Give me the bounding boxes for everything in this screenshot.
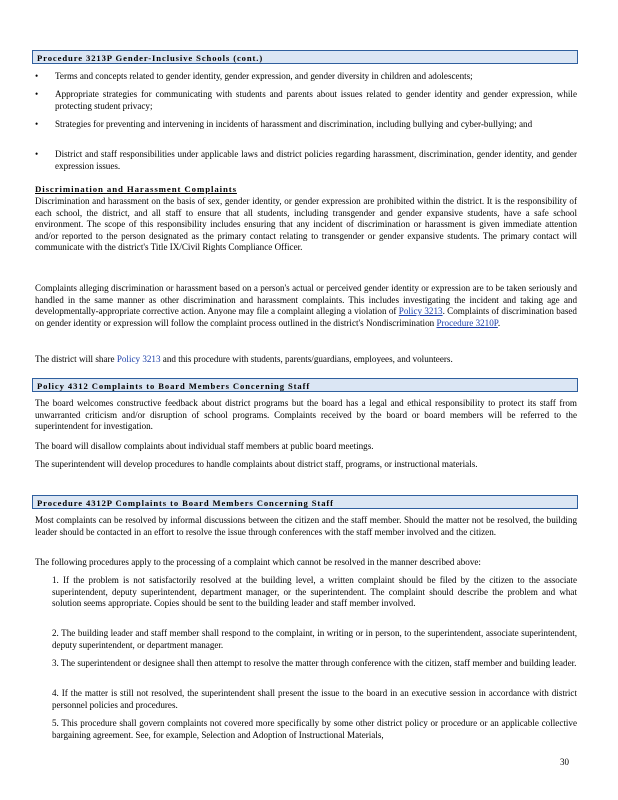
bullet-item: • Terms and concepts related to gender identity, gender expression, and gender diversity in children and adolescents; <box>35 71 473 81</box>
bullet-item: • District and staff responsibilities under applicable laws and district policies regarding harassment, discrimination, gender identity, and gender expression issues. <box>35 149 577 171</box>
procedure-3210p-link[interactable]: Procedure 3210P <box>436 317 498 328</box>
numbered-step-2: 2. The building leader and staff member shall respond to the complaint, in writing or in person, to the superintendent, associate superintendent, deputy superintendent, or department manager. <box>52 628 577 650</box>
section-header-policy-4312: Policy 4312 Complaints to Board Members Concerning Staff <box>32 378 578 392</box>
policy-3213-link[interactable]: Policy 3213 <box>116 354 161 364</box>
paragraph-discrimination-1: Discrimination and harassment on the basis of sex, gender identity, or gender expression are prohibited within the district. It is the responsibility of each school, the district, and all staff to ensure that all students, including transgender and gender expansive students, have a safe school environment. The scope of this responsibility includes ensuring that any incident of discrimination or harassment is given immediate attention and/or reported to the person designated as the primary contact relating to transgender or gender expansive students. The primary contact will communicate with the district's Title IX/Civil Rights Compliance Officer. <box>35 196 577 253</box>
paragraph-policy-4312-2: The board will disallow complaints about individual staff members at public board meetings. <box>35 441 374 451</box>
numbered-step-4: 4. If the matter is still not resolved, the superintendent shall present the issue to the board in an executive session in accordance with district personnel policies and procedures. <box>52 688 577 710</box>
bullet-icon: • <box>35 89 39 99</box>
numbered-step-1: 1. If the problem is not satisfactorily resolved at the building level, a written complaint should be filed by the citizen to the associate superintendent, deputy superintendent, department manager, or the superintendent. The complaint should describe the problem and what solution seems appropriate. Copies should be sent to the building leader and staff member involved. <box>52 575 577 609</box>
paragraph-share: The district will share Policy 3213 and this procedure with students, parents/guardians, employees, and volunteers. <box>35 354 453 364</box>
bullet-icon: • <box>35 71 39 81</box>
paragraph-policy-4312-3: The superintendent will develop procedures to handle complaints about district staff, programs, or instructional materials. <box>35 459 478 469</box>
paragraph-procedure-4312p-1: Most complaints can be resolved by informal discussions between the citizen and the staff member. Should the matter not be resolved, the building leader should be contacted in an effort to resolve the issue through conferences with the staff member involved and the citizen. <box>35 515 577 537</box>
bullet-item: • Strategies for preventing and intervening in incidents of harassment and discrimination, including bullying and cyber-bullying; and <box>35 119 533 129</box>
bullet-item: • Appropriate strategies for communicating with students and parents about issues related to gender identity and gender expression, while protecting student privacy; <box>35 89 577 111</box>
paragraph-procedure-4312p-2: The following procedures apply to the processing of a complaint which cannot be resolved in the manner described above: <box>35 557 481 567</box>
paragraph-discrimination-2: Complaints alleging discrimination or harassment based on a person's actual or perceived gender identity or expression are to be taken seriously and handled in the same manner as other discrimination and harassment complaints. This includes investigating the incident and taking age and developmentally-appropriate corrective action. Anyone may file a complaint alleging a violation of Policy 3213. Complaints of discrimination based on gender identity or expression will follow the complaint process outlined in the district's Nondiscrimination Procedure 3210P. <box>35 283 577 328</box>
bullet-icon: • <box>35 119 39 129</box>
section-header-procedure-4312p: Procedure 4312P Complaints to Board Members Concerning Staff <box>32 495 578 509</box>
numbered-step-5: 5. This procedure shall govern complaints not covered more specifically by some other district policy or procedure or an applicable collective bargaining agreement. See, for example, Selection and Adoption of Instructional Materials, <box>52 718 577 740</box>
paragraph-policy-4312-1: The board welcomes constructive feedback about district programs but the board has a legal and ethical responsibility to protect its staff from unwarranted criticism and/or disruption of school programs. Complaints received by the board or board members will be referred to the superintendent for investigation. <box>35 398 577 432</box>
subheading-discrimination: Discrimination and Harassment Complaints <box>35 184 237 194</box>
bullet-icon: • <box>35 149 39 159</box>
page-number: 30 <box>560 757 569 767</box>
numbered-step-3: 3. The superintendent or designee shall then attempt to resolve the matter through conference with the citizen, staff member and building leader. <box>52 658 577 668</box>
policy-3213-link[interactable]: Policy 3213 <box>398 306 443 317</box>
section-header-procedure-3213p: Procedure 3213P Gender-Inclusive Schools (cont.) <box>32 50 578 64</box>
